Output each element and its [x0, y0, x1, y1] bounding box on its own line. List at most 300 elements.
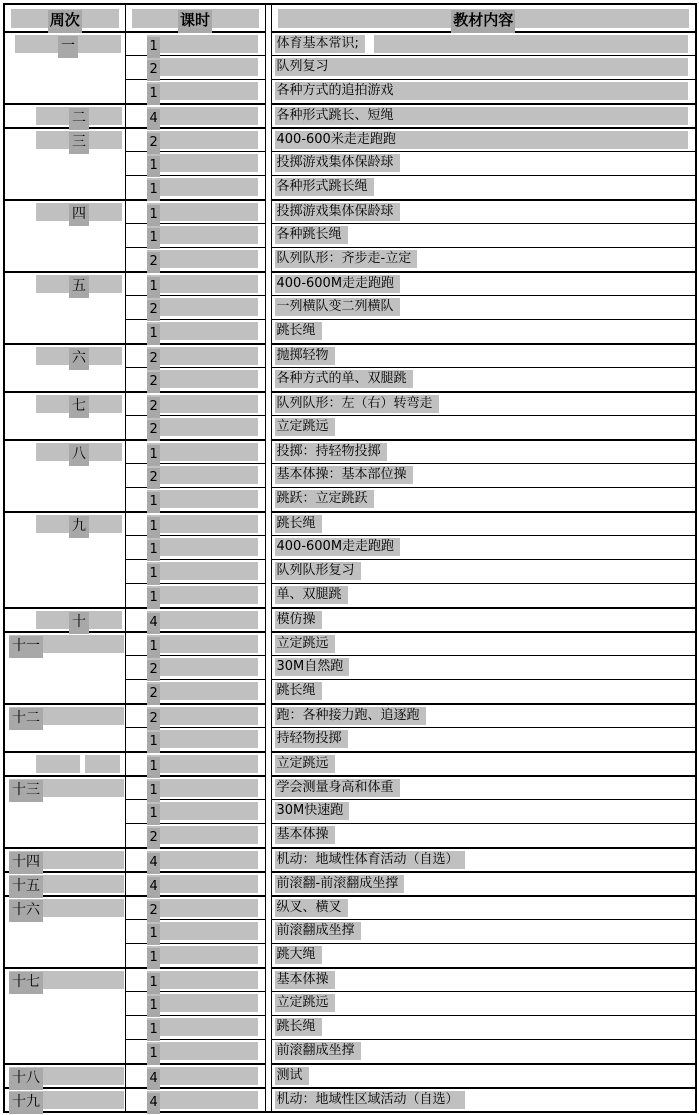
hours-highlight-bar: [147, 515, 258, 533]
hours-value: 2: [147, 133, 160, 154]
hours-cell: [125, 776, 265, 800]
content-wrap: [275, 250, 696, 268]
content-text-highlight: 跳跃：立定跳跃: [275, 490, 374, 508]
content-cell: [271, 464, 696, 488]
hours-highlight-bar: [147, 899, 258, 917]
hours-value: 1: [147, 588, 160, 609]
hours-cell: [125, 344, 265, 368]
content-cell: [271, 320, 696, 345]
hours-highlight-bar: [147, 922, 258, 940]
hours-highlight-bar: [147, 298, 258, 316]
hours-cell: [125, 128, 265, 152]
table-row: [4, 200, 696, 224]
week-highlight-bar: [36, 395, 122, 413]
hours-highlight-bar: [147, 779, 258, 797]
hours-highlight-bar: [147, 203, 258, 221]
table-row: [4, 896, 696, 920]
hours-cell: [125, 992, 265, 1016]
content-text-highlight: 队列队形复习: [275, 562, 361, 580]
content-cell: [271, 728, 696, 753]
week-label: 十: [69, 612, 89, 634]
hours-highlight-bar: [147, 35, 258, 53]
content-wrap: [275, 586, 696, 604]
hours-cell: [125, 968, 265, 992]
hours-highlight-bar: [147, 707, 258, 725]
week-label: 十八: [9, 1068, 43, 1090]
hours-value: 2: [147, 901, 160, 922]
content-cell: [271, 536, 696, 560]
content-cell: [271, 152, 696, 176]
hours-highlight-bar: [147, 586, 258, 604]
hours-value: 1: [147, 564, 160, 585]
week-cell: [4, 776, 125, 848]
table-row: [4, 704, 696, 728]
content-wrap: [275, 1067, 696, 1085]
week-highlight-bar: [9, 635, 124, 653]
blank-highlight-segment: [36, 755, 80, 773]
week-cell: [4, 32, 125, 104]
content-cell: [271, 1088, 696, 1112]
week-label: 五: [69, 276, 89, 298]
content-cell: [271, 296, 696, 320]
content-text-highlight: 机动：地域性体育活动（自选）: [275, 851, 465, 869]
content-cell: [271, 440, 696, 464]
hours-cell: [125, 32, 265, 56]
hours-value: 2: [147, 349, 160, 370]
content-wrap: [275, 515, 696, 533]
content-wrap: [275, 58, 696, 76]
content-cell: [271, 704, 696, 728]
header-hours-highlight: [132, 9, 259, 28]
content-wrap: [275, 203, 696, 221]
content-text-highlight: 30M快速跑: [275, 802, 350, 820]
hours-cell: [125, 608, 265, 632]
content-cell: [271, 512, 696, 536]
content-wrap: [275, 635, 696, 653]
blank-highlight-segment: [85, 755, 120, 773]
week-label: 六: [69, 348, 89, 370]
content-wrap: [275, 443, 696, 461]
trailing-highlight-bar: [374, 35, 688, 53]
content-text-highlight: 前滚翻成坐撑: [275, 922, 361, 940]
hours-value: 4: [147, 877, 160, 898]
hours-value: 1: [147, 948, 160, 969]
week-highlight-bar: [9, 899, 124, 917]
content-wrap: [275, 538, 696, 556]
hours-highlight-bar: [147, 154, 258, 172]
content-text-highlight: 各种方式的追拍游戏: [275, 82, 689, 100]
hours-highlight-bar: [147, 730, 258, 748]
content-text-highlight: 投掷游戏集体保龄球: [275, 154, 400, 172]
table-row: [4, 1088, 696, 1112]
week-highlight-bar: [36, 611, 122, 629]
hours-value: 2: [147, 684, 160, 705]
header-week-cell: [4, 4, 125, 32]
content-wrap: [275, 922, 696, 940]
content-text-highlight: 抛掷轻物: [275, 347, 335, 365]
hours-value: 4: [147, 613, 160, 634]
content-wrap: [275, 1042, 696, 1060]
content-cell: [271, 176, 696, 201]
hours-value: 2: [147, 420, 160, 441]
hours-highlight-bar: [147, 1042, 258, 1060]
content-text-highlight: 各种方式的单、双腿跳: [275, 370, 413, 388]
week-label: 十一: [9, 636, 43, 658]
hours-cell: [125, 896, 265, 920]
hours-cell: [125, 152, 265, 176]
table-row: [4, 632, 696, 656]
content-wrap: [275, 154, 696, 172]
content-text-highlight: 跳长绳: [275, 515, 322, 533]
hours-value: 1: [147, 996, 160, 1017]
hours-highlight-bar: [147, 802, 258, 820]
header-week-label: 周次: [48, 10, 82, 33]
content-cell: [271, 920, 696, 944]
week-highlight-bar: [36, 443, 122, 461]
content-text-highlight: 投掷游戏集体保龄球: [275, 203, 400, 221]
content-text-highlight: 模仿操: [275, 611, 322, 629]
week-cell: [4, 968, 125, 1064]
table-row: [4, 776, 696, 800]
week-cell: [4, 200, 125, 272]
week-label: 四: [69, 204, 89, 226]
content-text-highlight: 测试: [275, 1067, 309, 1085]
hours-cell: [125, 1040, 265, 1065]
week-highlight-bar: [9, 875, 124, 893]
content-text-highlight: 持轻物投掷: [275, 730, 348, 748]
hours-value: 1: [147, 228, 160, 249]
content-wrap: [275, 802, 696, 820]
hours-value: 4: [147, 853, 160, 874]
hours-highlight-bar: [147, 466, 258, 484]
week-cell: [4, 104, 125, 128]
content-wrap: [275, 347, 696, 365]
hours-cell: [125, 872, 265, 896]
hours-highlight-bar: [147, 1091, 258, 1109]
week-cell: [4, 608, 125, 632]
content-wrap: [275, 107, 696, 125]
content-cell: [271, 680, 696, 705]
week-label: 三: [69, 132, 89, 154]
hours-cell: [125, 200, 265, 224]
hours-cell: [125, 728, 265, 753]
table-row: [4, 392, 696, 416]
hours-value: 1: [147, 277, 160, 298]
content-text-highlight: 立定跳远: [275, 994, 335, 1012]
content-wrap: [275, 1018, 696, 1036]
hours-cell: [125, 392, 265, 416]
hours-highlight-bar: [147, 755, 258, 773]
content-text-highlight: 队列队形：左（右）转弯走: [275, 395, 439, 413]
week-cell: [4, 632, 125, 704]
hours-value: 2: [147, 660, 160, 681]
hours-highlight-bar: [147, 1067, 258, 1085]
hours-value: 4: [147, 109, 160, 130]
hours-highlight-bar: [147, 322, 258, 340]
content-wrap: [275, 682, 696, 700]
hours-value: 1: [147, 84, 160, 105]
content-text-highlight: 基本体操: [275, 826, 335, 844]
pe-teaching-schedule-table: [3, 3, 697, 1113]
hours-cell: [125, 680, 265, 705]
week-highlight-bar: [36, 275, 122, 293]
hours-value: 1: [147, 37, 160, 58]
hours-highlight-bar: [147, 347, 258, 365]
content-wrap: [275, 275, 696, 293]
content-cell: [271, 1064, 696, 1088]
content-wrap: [275, 82, 696, 100]
week-cell: [4, 848, 125, 872]
hours-value: 2: [147, 828, 160, 849]
content-text-highlight: 体育基本常识;: [275, 35, 365, 53]
content-wrap: [275, 490, 696, 508]
hours-cell: [125, 464, 265, 488]
hours-value: 4: [147, 1069, 160, 1090]
week-highlight-bar: [9, 707, 124, 725]
week-cell: [4, 752, 125, 776]
header-row: [4, 4, 696, 32]
content-wrap: [275, 826, 696, 844]
content-cell: [271, 344, 696, 368]
content-cell: [271, 224, 696, 248]
content-text-highlight: 队列复习: [275, 58, 689, 76]
table-row: [4, 608, 696, 632]
hours-cell: [125, 752, 265, 776]
week-cell: [4, 872, 125, 896]
content-wrap: [275, 779, 696, 797]
week-label: 十六: [9, 900, 43, 922]
content-cell: [271, 200, 696, 224]
header-content-highlight: [278, 9, 690, 28]
hours-value: 1: [147, 540, 160, 561]
hours-value: 1: [147, 732, 160, 753]
week-label: 十三: [9, 780, 43, 802]
content-cell: [271, 104, 696, 128]
hours-cell: [125, 1064, 265, 1088]
hours-highlight-bar: [147, 370, 258, 388]
week-highlight-bar: [9, 971, 124, 989]
hours-cell: [125, 848, 265, 872]
content-wrap: [275, 322, 696, 340]
hours-highlight-bar: [147, 395, 258, 413]
table-row: [4, 968, 696, 992]
table-row: [4, 848, 696, 872]
content-cell: [271, 80, 696, 105]
hours-value: 2: [147, 372, 160, 393]
content-text-highlight: 跳长绳: [275, 1018, 322, 1036]
table-row: [4, 1064, 696, 1088]
content-text-highlight: 队列队形：齐步走-立定: [275, 250, 418, 268]
content-cell: [271, 992, 696, 1016]
content-wrap: [275, 946, 696, 964]
week-cell: [4, 1064, 125, 1088]
content-wrap: [275, 875, 696, 893]
content-cell: [271, 248, 696, 273]
hours-cell: [125, 704, 265, 728]
hours-cell: [125, 248, 265, 273]
content-wrap: [275, 298, 696, 316]
week-label: 十二: [9, 708, 43, 730]
content-text-highlight: 一列横队变二列横队: [275, 298, 400, 316]
week-cell: [4, 512, 125, 608]
week-highlight-bar: [15, 35, 121, 53]
content-wrap: [275, 658, 696, 676]
week-highlight-bar: [9, 1067, 124, 1085]
week-highlight-bar: [36, 131, 122, 149]
hours-cell: [125, 80, 265, 105]
content-wrap: [275, 226, 696, 244]
content-text-highlight: 基本体操: [275, 971, 335, 989]
table-row: [4, 872, 696, 896]
hours-highlight-bar: [147, 851, 258, 869]
content-cell: [271, 1016, 696, 1040]
content-wrap: [275, 178, 696, 196]
table-row: [4, 512, 696, 536]
week-highlight-bar: [36, 203, 122, 221]
hours-highlight-bar: [147, 418, 258, 436]
content-wrap: [275, 899, 696, 917]
week-label: 十九: [9, 1092, 43, 1114]
content-cell: [271, 56, 696, 80]
content-cell: [271, 560, 696, 584]
content-text-highlight: 跑：各种接力跑、追逐跑: [275, 707, 426, 725]
header-content-label: 教材内容: [451, 10, 515, 33]
content-cell: [271, 128, 696, 152]
content-text-highlight: 跳长绳: [275, 682, 322, 700]
week-cell: [4, 128, 125, 200]
week-cell: [4, 1088, 125, 1112]
hours-cell: [125, 320, 265, 345]
content-text-highlight: 学会测量身高和体重: [275, 779, 400, 797]
content-wrap: [275, 994, 696, 1012]
hours-highlight-bar: [147, 994, 258, 1012]
hours-highlight-bar: [147, 562, 258, 580]
content-text-highlight: 机动：地域性区域活动（自选）: [275, 1091, 465, 1109]
week-cell: [4, 344, 125, 392]
content-text-highlight: 基本体操：基本部位操: [275, 466, 413, 484]
hours-highlight-bar: [147, 635, 258, 653]
week-label: 十五: [9, 876, 43, 898]
header-hours-cell: [125, 4, 265, 32]
hours-value: 2: [147, 709, 160, 730]
content-text-highlight: 立定跳远: [275, 635, 335, 653]
content-cell: [271, 416, 696, 441]
hours-value: 2: [147, 252, 160, 273]
hours-cell: [125, 944, 265, 969]
content-cell: [271, 392, 696, 416]
week-label: 十四: [9, 852, 43, 874]
hours-highlight-bar: [147, 178, 258, 196]
week-highlight-bar: [9, 779, 124, 797]
hours-value: 2: [147, 397, 160, 418]
header-week-highlight: [11, 9, 119, 28]
week-highlight-bar: [9, 1091, 124, 1109]
hours-cell: [125, 584, 265, 609]
week-highlight-bar: [36, 755, 120, 773]
hours-value: 1: [147, 804, 160, 825]
hours-highlight-bar: [147, 58, 258, 76]
hours-value: 1: [147, 180, 160, 201]
header-hours-label: 课时: [178, 10, 212, 33]
week-highlight-bar: [36, 347, 122, 365]
hours-cell: [125, 296, 265, 320]
content-wrap: [275, 611, 696, 629]
hours-value: 2: [147, 300, 160, 321]
content-wrap: [275, 971, 696, 989]
content-text-highlight: 跳长绳: [275, 322, 322, 340]
hours-highlight-bar: [147, 826, 258, 844]
content-text-highlight: 400-600M走走跑跑: [275, 275, 401, 293]
hours-value: 4: [147, 1093, 160, 1114]
content-text-highlight: 30M自然跑: [275, 658, 350, 676]
hours-value: 2: [147, 468, 160, 489]
hours-value: 1: [147, 1020, 160, 1041]
content-text-highlight: 纵叉、横叉: [275, 899, 348, 917]
hours-cell: [125, 176, 265, 201]
content-wrap: [275, 851, 696, 869]
week-label: 一: [58, 36, 78, 58]
content-text-highlight: 立定跳远: [275, 755, 335, 773]
hours-value: 1: [147, 924, 160, 945]
content-cell: [271, 488, 696, 513]
week-cell: [4, 392, 125, 440]
hours-highlight-bar: [147, 226, 258, 244]
hours-value: 1: [147, 324, 160, 345]
hours-cell: [125, 656, 265, 680]
hours-highlight-bar: [147, 275, 258, 293]
content-cell: [271, 848, 696, 872]
week-label: 十七: [9, 972, 43, 994]
content-wrap: [275, 755, 696, 773]
hours-cell: [125, 824, 265, 849]
hours-value: 1: [147, 445, 160, 466]
header-content-cell: [271, 4, 696, 32]
content-text-highlight: 前滚翻成坐撑: [275, 1042, 361, 1060]
content-wrap: [275, 730, 696, 748]
hours-highlight-bar: [147, 250, 258, 268]
content-cell: [271, 968, 696, 992]
week-cell: [4, 272, 125, 344]
hours-value: 1: [147, 637, 160, 658]
hours-value: 1: [147, 517, 160, 538]
content-cell: [271, 1040, 696, 1065]
hours-cell: [125, 1016, 265, 1040]
content-cell: [271, 752, 696, 776]
table-row: [4, 104, 696, 128]
hours-highlight-bar: [147, 611, 258, 629]
hours-cell: [125, 272, 265, 296]
week-highlight-bar: [36, 107, 122, 125]
hours-value: 1: [147, 205, 160, 226]
hours-highlight-bar: [147, 658, 258, 676]
hours-cell: [125, 104, 265, 128]
hours-value: 1: [147, 757, 160, 778]
week-highlight-bar: [9, 851, 124, 869]
hours-highlight-bar: [147, 107, 258, 125]
content-wrap: [275, 370, 696, 388]
content-cell: [271, 656, 696, 680]
content-cell: [271, 608, 696, 632]
hours-value: 1: [147, 1044, 160, 1065]
hours-highlight-bar: [147, 682, 258, 700]
week-label: 八: [69, 444, 89, 466]
content-cell: [271, 584, 696, 609]
content-cell: [271, 944, 696, 969]
content-text-highlight: 立定跳远: [275, 418, 335, 436]
hours-cell: [125, 920, 265, 944]
week-label: 九: [69, 516, 89, 538]
content-cell: [271, 776, 696, 800]
